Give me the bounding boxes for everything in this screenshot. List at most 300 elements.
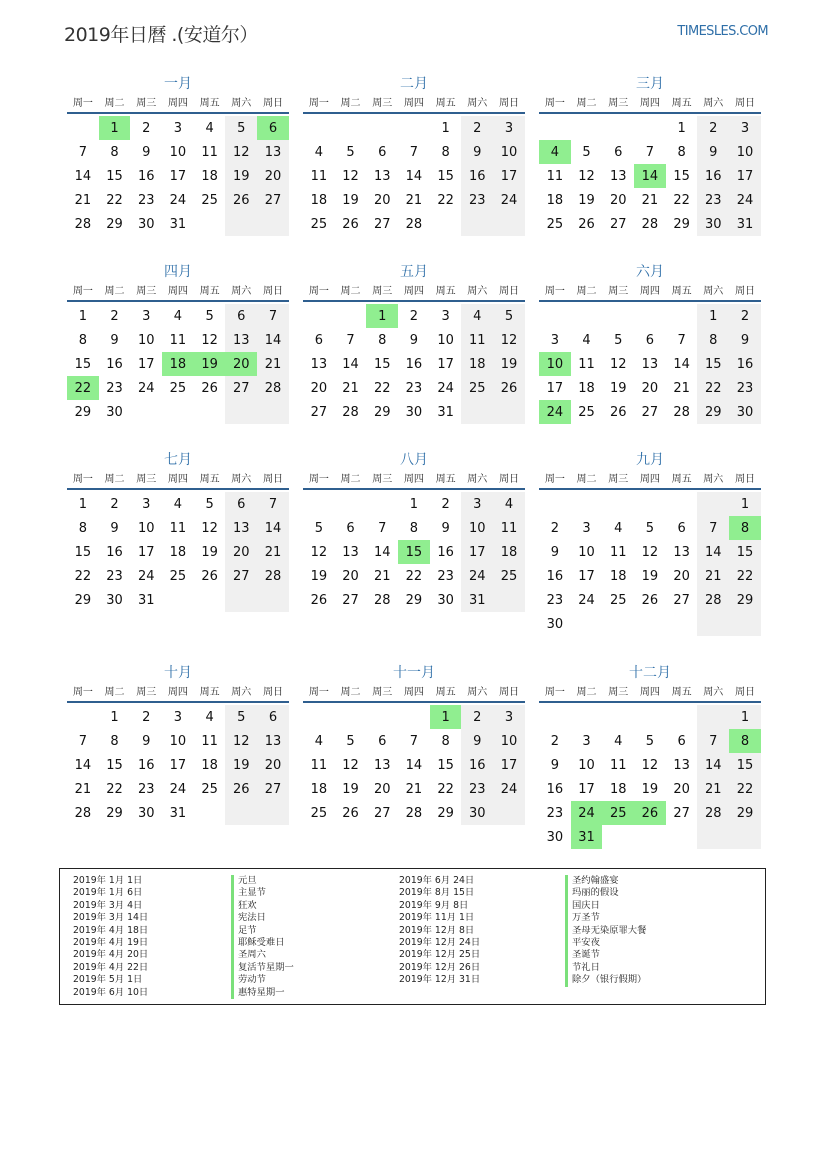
day-cell[interactable]: 6 xyxy=(225,492,257,516)
day-cell[interactable]: 22 xyxy=(405,568,423,584)
day-cell[interactable]: 10 xyxy=(169,144,187,160)
holiday-day-cell[interactable]: 4 xyxy=(539,140,571,164)
holiday-day-cell[interactable]: 1 xyxy=(99,116,131,140)
day-cell[interactable]: 9 xyxy=(461,729,493,753)
day-cell[interactable]: 4 xyxy=(493,492,525,516)
day-cell[interactable]: 5 xyxy=(346,144,355,160)
day-cell[interactable]: 13 xyxy=(373,168,391,184)
day-cell[interactable]: 26 xyxy=(310,592,328,608)
day-cell[interactable]: 26 xyxy=(201,568,218,584)
day-cell[interactable]: 23 xyxy=(137,192,155,208)
day-cell[interactable]: 3 xyxy=(582,733,591,749)
day-cell[interactable]: 25 xyxy=(310,216,328,232)
day-cell[interactable]: 24 xyxy=(578,592,595,608)
day-cell[interactable]: 23 xyxy=(546,805,564,821)
day-cell[interactable]: 27 xyxy=(225,376,257,400)
day-cell[interactable]: 11 xyxy=(310,168,328,184)
day-cell[interactable]: 2 xyxy=(550,520,559,536)
day-cell[interactable]: 11 xyxy=(461,328,493,352)
day-cell[interactable]: 4 xyxy=(614,520,623,536)
day-cell[interactable]: 25 xyxy=(493,564,525,588)
day-cell[interactable]: 14 xyxy=(405,168,423,184)
day-cell[interactable]: 13 xyxy=(342,544,359,560)
day-cell[interactable]: 10 xyxy=(461,516,493,540)
day-cell[interactable]: 2 xyxy=(729,304,761,328)
day-cell[interactable]: 26 xyxy=(225,777,257,801)
day-cell[interactable]: 4 xyxy=(614,733,623,749)
day-cell[interactable]: 18 xyxy=(578,380,595,396)
day-cell[interactable]: 17 xyxy=(493,164,525,188)
day-cell[interactable]: 16 xyxy=(461,164,493,188)
day-cell[interactable]: 26 xyxy=(201,380,218,396)
day-cell[interactable]: 5 xyxy=(225,116,257,140)
day-cell[interactable]: 18 xyxy=(201,168,218,184)
day-cell[interactable]: 15 xyxy=(437,168,454,184)
day-cell[interactable]: 12 xyxy=(609,356,627,372)
holiday-day-cell[interactable]: 25 xyxy=(602,801,634,825)
day-cell[interactable]: 28 xyxy=(673,404,690,420)
day-cell[interactable]: 16 xyxy=(729,352,761,376)
day-cell[interactable]: 6 xyxy=(314,332,323,348)
day-cell[interactable]: 19 xyxy=(342,781,359,797)
day-cell[interactable]: 12 xyxy=(342,168,359,184)
day-cell[interactable]: 1 xyxy=(78,496,87,512)
day-cell[interactable]: 24 xyxy=(137,568,155,584)
day-cell[interactable]: 16 xyxy=(137,168,155,184)
day-cell[interactable]: 22 xyxy=(437,781,454,797)
day-cell[interactable]: 25 xyxy=(578,404,595,420)
day-cell[interactable]: 22 xyxy=(729,564,761,588)
day-cell[interactable]: 4 xyxy=(314,733,323,749)
day-cell[interactable]: 27 xyxy=(609,216,627,232)
day-cell[interactable]: 16 xyxy=(137,757,155,773)
day-cell[interactable]: 17 xyxy=(169,168,187,184)
day-cell[interactable]: 8 xyxy=(697,328,729,352)
day-cell[interactable]: 28 xyxy=(697,801,729,825)
day-cell[interactable]: 1 xyxy=(78,308,87,324)
day-cell[interactable]: 26 xyxy=(641,592,659,608)
day-cell[interactable]: 9 xyxy=(550,757,559,773)
day-cell[interactable]: 27 xyxy=(641,404,659,420)
day-cell[interactable]: 25 xyxy=(310,805,328,821)
day-cell[interactable]: 3 xyxy=(493,705,525,729)
day-cell[interactable]: 30 xyxy=(137,805,155,821)
day-cell[interactable]: 10 xyxy=(169,733,187,749)
day-cell[interactable]: 3 xyxy=(493,116,525,140)
day-cell[interactable]: 28 xyxy=(373,592,391,608)
day-cell[interactable]: 9 xyxy=(697,140,729,164)
day-cell[interactable]: 25 xyxy=(169,380,187,396)
day-cell[interactable]: 19 xyxy=(609,380,627,396)
day-cell[interactable]: 19 xyxy=(201,544,218,560)
day-cell[interactable]: 4 xyxy=(205,709,214,725)
day-cell[interactable]: 23 xyxy=(106,568,123,584)
day-cell[interactable]: 21 xyxy=(342,380,359,396)
day-cell[interactable]: 10 xyxy=(729,140,761,164)
holiday-day-cell[interactable]: 6 xyxy=(257,116,289,140)
day-cell[interactable]: 14 xyxy=(342,356,359,372)
day-cell[interactable]: 30 xyxy=(546,829,564,845)
day-cell[interactable]: 24 xyxy=(493,188,525,212)
day-cell[interactable]: 1 xyxy=(441,120,450,136)
day-cell[interactable]: 13 xyxy=(609,168,627,184)
day-cell[interactable]: 14 xyxy=(257,328,289,352)
day-cell[interactable]: 12 xyxy=(342,757,359,773)
day-cell[interactable]: 24 xyxy=(493,777,525,801)
day-cell[interactable]: 16 xyxy=(437,544,454,560)
day-cell[interactable]: 5 xyxy=(225,705,257,729)
day-cell[interactable]: 25 xyxy=(546,216,564,232)
day-cell[interactable]: 20 xyxy=(225,540,257,564)
day-cell[interactable]: 29 xyxy=(405,592,423,608)
day-cell[interactable]: 26 xyxy=(609,404,627,420)
day-cell[interactable]: 19 xyxy=(493,352,525,376)
day-cell[interactable]: 11 xyxy=(201,144,218,160)
day-cell[interactable]: 12 xyxy=(225,729,257,753)
day-cell[interactable]: 25 xyxy=(609,592,627,608)
day-cell[interactable]: 19 xyxy=(342,192,359,208)
day-cell[interactable]: 15 xyxy=(74,356,92,372)
day-cell[interactable]: 27 xyxy=(225,564,257,588)
day-cell[interactable]: 18 xyxy=(609,781,627,797)
day-cell[interactable]: 9 xyxy=(142,733,151,749)
day-cell[interactable]: 19 xyxy=(225,164,257,188)
day-cell[interactable]: 21 xyxy=(697,777,729,801)
day-cell[interactable]: 31 xyxy=(437,404,454,420)
holiday-day-cell[interactable]: 31 xyxy=(571,825,603,849)
day-cell[interactable]: 17 xyxy=(546,380,564,396)
day-cell[interactable]: 29 xyxy=(437,805,454,821)
day-cell[interactable]: 5 xyxy=(582,144,591,160)
day-cell[interactable]: 23 xyxy=(437,568,454,584)
day-cell[interactable]: 17 xyxy=(578,568,595,584)
day-cell[interactable]: 30 xyxy=(437,592,454,608)
day-cell[interactable]: 30 xyxy=(697,212,729,236)
day-cell[interactable]: 29 xyxy=(106,805,123,821)
day-cell[interactable]: 16 xyxy=(106,544,123,560)
day-cell[interactable]: 23 xyxy=(697,188,729,212)
day-cell[interactable]: 18 xyxy=(310,781,328,797)
day-cell[interactable]: 8 xyxy=(677,144,686,160)
day-cell[interactable]: 31 xyxy=(169,216,187,232)
day-cell[interactable]: 31 xyxy=(137,592,155,608)
day-cell[interactable]: 19 xyxy=(641,781,659,797)
day-cell[interactable]: 28 xyxy=(405,216,423,232)
day-cell[interactable]: 6 xyxy=(645,332,655,348)
day-cell[interactable]: 24 xyxy=(169,781,187,797)
day-cell[interactable]: 25 xyxy=(461,376,493,400)
day-cell[interactable]: 7 xyxy=(257,304,289,328)
day-cell[interactable]: 2 xyxy=(461,705,493,729)
day-cell[interactable]: 18 xyxy=(201,757,218,773)
day-cell[interactable]: 6 xyxy=(346,520,355,536)
day-cell[interactable]: 27 xyxy=(373,216,391,232)
day-cell[interactable]: 2 xyxy=(110,496,119,512)
day-cell[interactable]: 29 xyxy=(373,404,391,420)
holiday-day-cell[interactable]: 22 xyxy=(67,376,99,400)
day-cell[interactable]: 21 xyxy=(673,380,690,396)
day-cell[interactable]: 12 xyxy=(310,544,328,560)
day-cell[interactable]: 14 xyxy=(673,356,690,372)
day-cell[interactable]: 28 xyxy=(257,376,289,400)
day-cell[interactable]: 31 xyxy=(169,805,187,821)
day-cell[interactable]: 18 xyxy=(169,544,187,560)
day-cell[interactable]: 30 xyxy=(405,404,423,420)
holiday-day-cell[interactable]: 18 xyxy=(162,352,194,376)
day-cell[interactable]: 19 xyxy=(225,753,257,777)
day-cell[interactable]: 7 xyxy=(257,492,289,516)
day-cell[interactable]: 2 xyxy=(550,733,559,749)
day-cell[interactable]: 5 xyxy=(614,332,623,348)
day-cell[interactable]: 20 xyxy=(673,568,690,584)
day-cell[interactable]: 29 xyxy=(697,400,729,424)
day-cell[interactable]: 8 xyxy=(409,520,419,536)
day-cell[interactable]: 22 xyxy=(729,777,761,801)
day-cell[interactable]: 14 xyxy=(697,753,729,777)
day-cell[interactable]: 18 xyxy=(546,192,564,208)
holiday-day-cell[interactable]: 1 xyxy=(430,705,462,729)
day-cell[interactable]: 17 xyxy=(461,540,493,564)
day-cell[interactable]: 10 xyxy=(137,520,155,536)
day-cell[interactable]: 27 xyxy=(373,805,391,821)
day-cell[interactable]: 15 xyxy=(437,757,454,773)
day-cell[interactable]: 26 xyxy=(342,805,359,821)
day-cell[interactable]: 11 xyxy=(546,168,564,184)
day-cell[interactable]: 21 xyxy=(257,352,289,376)
day-cell[interactable]: 10 xyxy=(493,729,525,753)
day-cell[interactable]: 3 xyxy=(142,308,151,324)
day-cell[interactable]: 23 xyxy=(461,777,493,801)
day-cell[interactable]: 28 xyxy=(342,404,359,420)
day-cell[interactable]: 16 xyxy=(405,356,423,372)
day-cell[interactable]: 22 xyxy=(673,192,690,208)
day-cell[interactable]: 5 xyxy=(493,304,525,328)
day-cell[interactable]: 17 xyxy=(137,544,155,560)
site-logo[interactable]: TIMESLES.COM xyxy=(677,24,768,39)
day-cell[interactable]: 5 xyxy=(205,308,214,324)
day-cell[interactable]: 15 xyxy=(106,757,123,773)
day-cell[interactable]: 30 xyxy=(729,400,761,424)
day-cell[interactable]: 7 xyxy=(78,144,87,160)
day-cell[interactable]: 7 xyxy=(378,520,387,536)
day-cell[interactable]: 23 xyxy=(546,592,564,608)
day-cell[interactable]: 23 xyxy=(461,188,493,212)
day-cell[interactable]: 16 xyxy=(546,568,564,584)
day-cell[interactable]: 5 xyxy=(314,520,323,536)
day-cell[interactable]: 8 xyxy=(441,733,450,749)
day-cell[interactable]: 10 xyxy=(137,332,155,348)
day-cell[interactable]: 27 xyxy=(310,404,328,420)
day-cell[interactable]: 24 xyxy=(169,192,187,208)
day-cell[interactable]: 13 xyxy=(257,729,289,753)
day-cell[interactable]: 28 xyxy=(257,564,289,588)
day-cell[interactable]: 8 xyxy=(441,144,450,160)
day-cell[interactable]: 21 xyxy=(697,564,729,588)
day-cell[interactable]: 3 xyxy=(461,492,493,516)
day-cell[interactable]: 3 xyxy=(142,496,151,512)
day-cell[interactable]: 1 xyxy=(409,496,419,512)
day-cell[interactable]: 13 xyxy=(673,757,690,773)
day-cell[interactable]: 11 xyxy=(609,544,627,560)
day-cell[interactable]: 27 xyxy=(257,777,289,801)
day-cell[interactable]: 13 xyxy=(257,140,289,164)
day-cell[interactable]: 3 xyxy=(582,520,591,536)
day-cell[interactable]: 9 xyxy=(441,520,450,536)
day-cell[interactable]: 6 xyxy=(614,144,623,160)
day-cell[interactable]: 10 xyxy=(578,544,595,560)
day-cell[interactable]: 21 xyxy=(405,781,423,797)
day-cell[interactable]: 2 xyxy=(409,308,419,324)
day-cell[interactable]: 15 xyxy=(673,168,690,184)
day-cell[interactable]: 19 xyxy=(641,568,659,584)
day-cell[interactable]: 3 xyxy=(173,709,183,725)
day-cell[interactable]: 6 xyxy=(677,733,686,749)
day-cell[interactable]: 2 xyxy=(441,496,450,512)
day-cell[interactable]: 25 xyxy=(201,192,218,208)
day-cell[interactable]: 15 xyxy=(729,540,761,564)
day-cell[interactable]: 20 xyxy=(257,753,289,777)
day-cell[interactable]: 20 xyxy=(310,380,328,396)
day-cell[interactable]: 29 xyxy=(106,216,123,232)
day-cell[interactable]: 3 xyxy=(729,116,761,140)
day-cell[interactable]: 30 xyxy=(106,592,123,608)
day-cell[interactable]: 15 xyxy=(74,544,92,560)
day-cell[interactable]: 18 xyxy=(493,540,525,564)
day-cell[interactable]: 15 xyxy=(106,168,123,184)
day-cell[interactable]: 8 xyxy=(110,144,119,160)
day-cell[interactable]: 20 xyxy=(609,192,627,208)
day-cell[interactable]: 11 xyxy=(493,516,525,540)
day-cell[interactable]: 2 xyxy=(461,116,493,140)
day-cell[interactable]: 16 xyxy=(546,781,564,797)
day-cell[interactable]: 20 xyxy=(373,192,391,208)
day-cell[interactable]: 21 xyxy=(257,540,289,564)
day-cell[interactable]: 9 xyxy=(142,144,151,160)
day-cell[interactable]: 21 xyxy=(74,781,92,797)
day-cell[interactable]: 18 xyxy=(461,352,493,376)
day-cell[interactable]: 16 xyxy=(461,753,493,777)
holiday-day-cell[interactable]: 20 xyxy=(225,352,257,376)
day-cell[interactable]: 7 xyxy=(677,332,686,348)
day-cell[interactable]: 10 xyxy=(437,332,454,348)
day-cell[interactable]: 30 xyxy=(461,801,493,825)
day-cell[interactable]: 12 xyxy=(578,168,595,184)
day-cell[interactable]: 5 xyxy=(645,733,655,749)
day-cell[interactable]: 23 xyxy=(729,376,761,400)
day-cell[interactable]: 27 xyxy=(673,805,690,821)
day-cell[interactable]: 5 xyxy=(645,520,655,536)
day-cell[interactable]: 11 xyxy=(609,757,627,773)
day-cell[interactable]: 1 xyxy=(729,705,761,729)
day-cell[interactable]: 29 xyxy=(673,216,690,232)
day-cell[interactable]: 6 xyxy=(257,705,289,729)
day-cell[interactable]: 13 xyxy=(310,356,328,372)
holiday-day-cell[interactable]: 24 xyxy=(571,801,603,825)
day-cell[interactable]: 13 xyxy=(673,544,690,560)
day-cell[interactable]: 14 xyxy=(405,757,423,773)
day-cell[interactable]: 28 xyxy=(74,805,92,821)
holiday-day-cell[interactable]: 14 xyxy=(634,164,666,188)
day-cell[interactable]: 29 xyxy=(74,404,92,420)
day-cell[interactable]: 19 xyxy=(578,192,595,208)
day-cell[interactable]: 7 xyxy=(409,144,419,160)
day-cell[interactable]: 19 xyxy=(310,568,328,584)
day-cell[interactable]: 11 xyxy=(310,757,328,773)
day-cell[interactable]: 25 xyxy=(169,568,187,584)
day-cell[interactable]: 26 xyxy=(493,376,525,400)
day-cell[interactable]: 7 xyxy=(78,733,87,749)
day-cell[interactable]: 23 xyxy=(137,781,155,797)
day-cell[interactable]: 30 xyxy=(137,216,155,232)
day-cell[interactable]: 17 xyxy=(729,164,761,188)
day-cell[interactable]: 2 xyxy=(142,709,151,725)
day-cell[interactable]: 28 xyxy=(641,216,659,232)
day-cell[interactable]: 17 xyxy=(493,753,525,777)
day-cell[interactable]: 3 xyxy=(550,332,559,348)
day-cell[interactable]: 22 xyxy=(74,568,92,584)
day-cell[interactable]: 27 xyxy=(342,592,359,608)
day-cell[interactable]: 13 xyxy=(225,328,257,352)
day-cell[interactable]: 24 xyxy=(729,188,761,212)
day-cell[interactable]: 13 xyxy=(641,356,659,372)
day-cell[interactable]: 26 xyxy=(578,216,595,232)
day-cell[interactable]: 10 xyxy=(493,140,525,164)
day-cell[interactable]: 17 xyxy=(137,356,155,372)
day-cell[interactable]: 27 xyxy=(257,188,289,212)
day-cell[interactable]: 7 xyxy=(645,144,655,160)
day-cell[interactable]: 23 xyxy=(405,380,423,396)
day-cell[interactable]: 4 xyxy=(461,304,493,328)
day-cell[interactable]: 24 xyxy=(137,380,155,396)
day-cell[interactable]: 8 xyxy=(378,332,387,348)
day-cell[interactable]: 22 xyxy=(106,192,123,208)
day-cell[interactable]: 18 xyxy=(609,568,627,584)
day-cell[interactable]: 21 xyxy=(373,568,391,584)
day-cell[interactable]: 26 xyxy=(342,216,359,232)
day-cell[interactable]: 12 xyxy=(493,328,525,352)
day-cell[interactable]: 20 xyxy=(342,568,359,584)
day-cell[interactable]: 28 xyxy=(405,805,423,821)
day-cell[interactable]: 6 xyxy=(225,304,257,328)
day-cell[interactable]: 7 xyxy=(697,729,729,753)
day-cell[interactable]: 29 xyxy=(74,592,92,608)
day-cell[interactable]: 26 xyxy=(225,188,257,212)
day-cell[interactable]: 22 xyxy=(437,192,454,208)
day-cell[interactable]: 20 xyxy=(641,380,659,396)
day-cell[interactable]: 20 xyxy=(673,781,690,797)
day-cell[interactable]: 14 xyxy=(74,757,92,773)
day-cell[interactable]: 9 xyxy=(409,332,419,348)
day-cell[interactable]: 11 xyxy=(169,332,187,348)
day-cell[interactable]: 17 xyxy=(578,781,595,797)
day-cell[interactable]: 4 xyxy=(314,144,323,160)
day-cell[interactable]: 17 xyxy=(169,757,187,773)
day-cell[interactable]: 2 xyxy=(142,120,151,136)
holiday-day-cell[interactable]: 15 xyxy=(398,540,430,564)
day-cell[interactable]: 15 xyxy=(373,356,391,372)
day-cell[interactable]: 14 xyxy=(257,516,289,540)
day-cell[interactable]: 12 xyxy=(201,332,218,348)
day-cell[interactable]: 2 xyxy=(110,308,119,324)
holiday-day-cell[interactable]: 8 xyxy=(729,516,761,540)
day-cell[interactable]: 9 xyxy=(461,140,493,164)
holiday-day-cell[interactable]: 8 xyxy=(729,729,761,753)
day-cell[interactable]: 16 xyxy=(697,164,729,188)
day-cell[interactable]: 5 xyxy=(205,496,214,512)
day-cell[interactable]: 12 xyxy=(225,140,257,164)
day-cell[interactable]: 4 xyxy=(205,120,214,136)
day-cell[interactable]: 22 xyxy=(106,781,123,797)
